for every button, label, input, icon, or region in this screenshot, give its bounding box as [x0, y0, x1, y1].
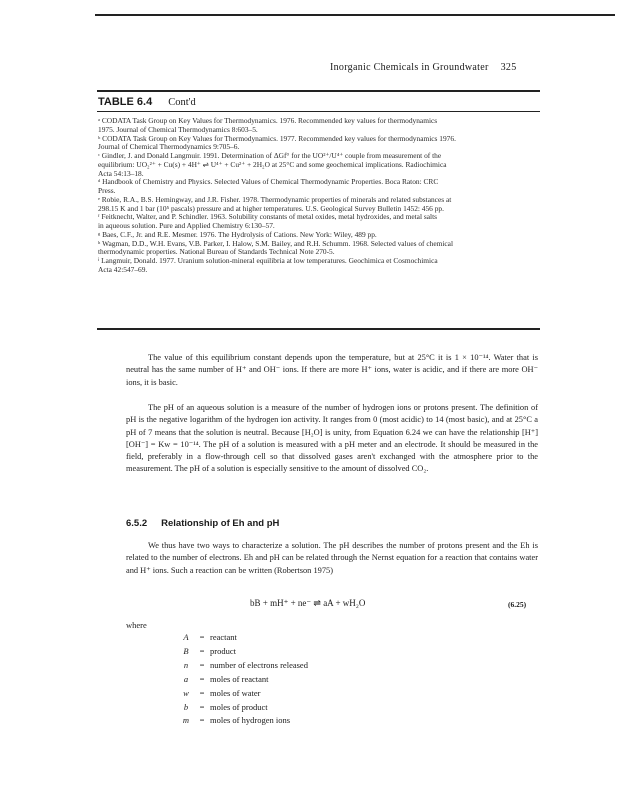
table-header-rule	[97, 111, 540, 112]
definition-text: moles of water	[210, 687, 261, 698]
equation-number: (6.25)	[508, 600, 527, 609]
equals-sign: =	[199, 632, 205, 642]
running-header	[330, 62, 540, 73]
reference-line: ⁱ Langmuir, Donald. 1977. Uranium solution-mineral equilibria at low temperatures. Geochimica et Cosmochimica	[98, 257, 438, 265]
reference-line: ᶜ Gindler, J. and Donald Langmuir. 1991. Determination of ΔGf° for the UO²⁺/U⁴⁺ couple from measurement of the	[98, 152, 442, 160]
reference-line: ᵉ Robie, R.A., B.S. Hemingway, and J.R. Fisher. 1978. Thermodynamic properties of minerals and related substances at	[98, 195, 452, 204]
reference-line: in aqueous solution. Pure and Applied Chemistry 6:130–57.	[98, 222, 275, 230]
definition-text: reactant	[210, 632, 237, 642]
table-label: TABLE 6.4	[98, 96, 153, 108]
paragraph-equilibrium	[126, 352, 538, 389]
definition-row	[178, 673, 308, 687]
definition-symbol: m	[182, 715, 190, 726]
definition-row	[178, 728, 308, 742]
definition-row	[178, 659, 308, 673]
reference-line: ᵃ CODATA Task Group on Key Values for Thermodynamics. 1976. Recommended key values for thermodynamics	[98, 117, 438, 125]
page-top-rule	[95, 14, 615, 16]
running-header-title: Inorganic Chemicals in Groundwater	[330, 62, 489, 73]
definition-symbol: A	[183, 632, 189, 642]
where-label: where	[126, 620, 147, 630]
reference-line: Journal of Chemical Thermodynamics 9:705–6.	[98, 143, 240, 152]
definition-text: number of electrons released	[210, 659, 308, 670]
equals-sign: =	[199, 673, 205, 684]
definition-text: moles of hydrogen ions	[210, 715, 291, 726]
definition-row	[178, 714, 308, 728]
definition-symbol: B	[183, 645, 189, 656]
table-caption	[98, 96, 196, 108]
table-bottom-rule	[97, 328, 540, 330]
reference-line: ᵍ Baes, C.F., Jr. and R.E. Mesmer. 1976. The Hydrolysis of Cations. New York: Wiley, 489 pp.	[98, 230, 377, 239]
page-number: 325	[500, 62, 517, 73]
equals-sign: =	[199, 687, 205, 698]
paragraph-text: We thus have two ways to characterize a solution. The pH describes the number of protons present and the Eh is related to the number of electrons. Eh and pH can be related through the Nernst equation for a reaction that contains water and H⁺ ions. Such a reaction can be written (Robertson 1975)	[126, 541, 538, 575]
reference-line: 1975. Journal of Chemical Thermodynamics 8:603–5.	[98, 125, 258, 134]
definition-symbol: w	[183, 687, 189, 698]
reference-line: thermodynamic properties. National Bureau of Standards Technical Note 270-5.	[98, 248, 335, 257]
reference-line: ᶠ Feitknecht, Walter, and P. Schindler. 1963. Solubility constants of metal oxides, metal hydroxides, and metal salts	[98, 213, 437, 222]
definition-row	[178, 645, 308, 659]
definition-row	[178, 631, 308, 645]
equation: bB + mH⁺ + ne⁻ ⇌ aA + wH₂O	[250, 598, 366, 608]
reference-line: ᵇ CODATA Task Group on Key Values for Thermodynamics. 1977. Recommended key values for thermodynamics 1976.	[98, 134, 456, 143]
definitions-list	[178, 631, 308, 742]
reference-line: ᵈ Handbook of Chemistry and Physics. Selected Values of Chemical Thermodynamic Properties. Boca Raton: CRC	[98, 178, 439, 187]
equals-sign: =	[199, 701, 205, 712]
section-number: 6.5.2	[126, 518, 148, 529]
definition-text: product	[210, 645, 236, 656]
paragraph-text: The pH of an aqueous solution is a measure of the number of hydrogen ions or protons present. The definition of pH is the negative logarithm of the hydrogen ion activity. It ranges from 0 (most acidic) to 14 (most basic), and at 25°C a pH of 7 means that the solution is neutral. Because [H₂O] is unity, from Equation 6.24 we can have the relationship [H⁺][OH⁻] = Kw = 10⁻¹⁴. The pH of a solution is measured with a pH meter and an electrode. It should be measured in the field, preferably in a flow-through cell so that dissolved gases aren't exchanged with the atmosphere prior to the measurement. The pH of a solution is especially sensitive to the amount of dissolved CO₂.	[126, 403, 538, 474]
definition-text: moles of product	[210, 701, 268, 712]
equals-sign: =	[199, 645, 205, 656]
reference-line: Acta 54:13–18.	[98, 169, 144, 178]
table-top-rule	[97, 90, 540, 92]
definition-text: moles of reactant	[210, 673, 269, 684]
reference-line: 298.15 K and 1 bar (10⁵ pascals) pressure and at higher temperatures. U.S. Geological Survey Bulletin 1452: 456 pp.	[98, 204, 444, 213]
section-heading	[126, 518, 279, 529]
definition-symbol: a	[183, 673, 189, 684]
reference-line: Acta 42:547–69.	[98, 265, 148, 274]
equals-sign: =	[199, 715, 205, 726]
reference-line: ʰ Wagman, D.D., W.H. Evans, V.B. Parker, I. Halow, S.M. Bailey, and R.H. Schumm. 1968. Selected values of chemical	[98, 239, 454, 248]
definition-symbol: n	[183, 659, 189, 670]
paragraph-ph	[126, 402, 538, 476]
definition-row	[178, 687, 308, 701]
paragraph-eh	[126, 540, 538, 577]
table-references	[98, 117, 538, 275]
reference-line: Press.	[98, 187, 116, 195]
reference-line: equilibrium: UO₂²⁺ + Cu(s) + 4H⁺ ⇌ U⁴⁺ + Cu²⁺ + 2H₂O at 25°C and some geochemical implications. Radiochimica	[98, 160, 447, 169]
table-continued: Cont'd	[168, 97, 196, 108]
equals-sign: =	[199, 659, 205, 670]
paragraph-text: The value of this equilibrium constant depends upon the temperature, but at 25°C it is 1 × 10⁻¹⁴. Water that is neutral has the same number of H⁺ and OH⁻ ions. If there are more H⁺ ions, water is acidic, and if there are more OH⁻ ions, it is basic.	[126, 353, 538, 387]
section-title: Relationship of Eh and pH	[161, 518, 280, 529]
definition-row	[178, 701, 308, 715]
definition-symbol: b	[183, 701, 189, 712]
